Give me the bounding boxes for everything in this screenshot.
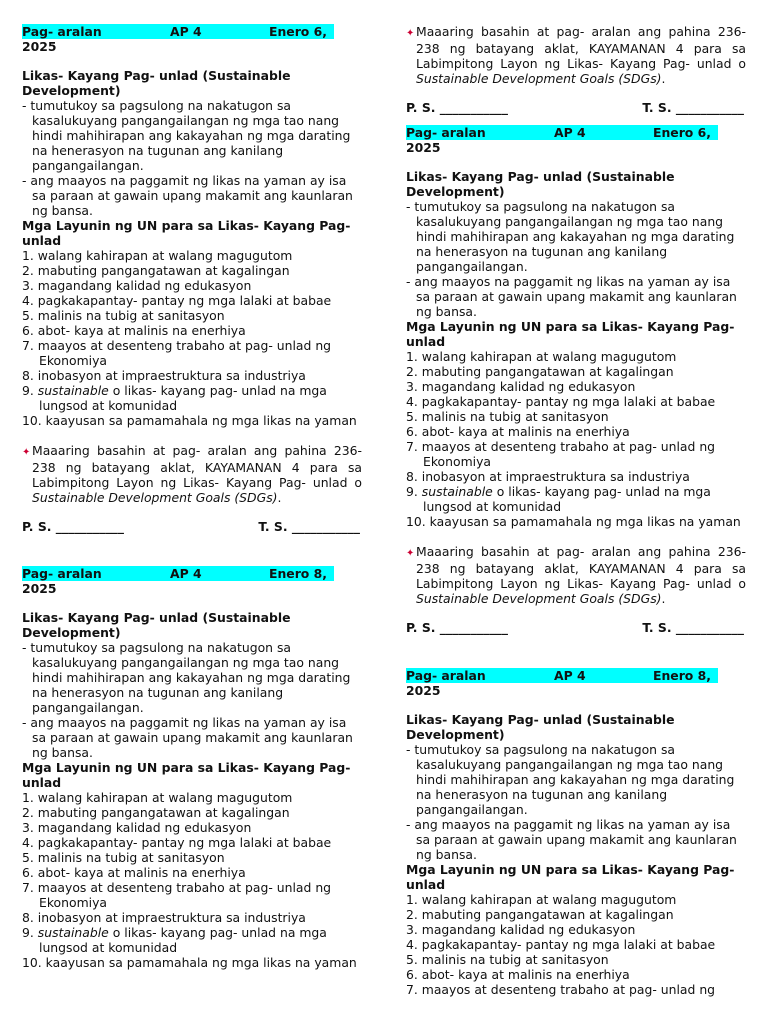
reading-note: ✦ Maaaring basahin at pag- aralan ang pahina 236-238 ng batayang aklat, KAYAMANAN 4 para sa Labimpitong Layon ng Likas- Kayang Pag- unlad o Sustainable Development Goals (SDGs).	[406, 544, 746, 606]
lesson-header	[406, 668, 746, 698]
header-date: Enero 6,	[269, 24, 327, 39]
section-title: Likas- Kayang Pag- unlad (Sustainable Development)	[406, 712, 675, 742]
definition-1: - tumutukoy sa pagsulong na nakatugon sa kasalukuyang pangangailangan ng mga tao nang hindi mahihirapan ang kakayahan ng mga darating na henerasyon na tugunan ang kanilang pangangailangan.	[406, 199, 735, 274]
goal-item: 5. malinis na tubig at sanitasyon	[22, 850, 225, 865]
header-pag-aralan: Pag- aralan	[406, 125, 486, 140]
goal-item: 7. maayos at desenteng trabaho at pag- unlad ng Ekonomiya	[22, 338, 332, 368]
ts-field: T. S. ___________	[642, 620, 744, 635]
ps-field: P. S. ___________	[406, 620, 508, 635]
signature-line	[22, 519, 360, 534]
goal-item: 1. walang kahirapan at walang magugutom	[406, 892, 677, 907]
lesson-block-right-jan8	[406, 668, 746, 997]
ps-field: P. S. ___________	[22, 519, 124, 534]
header-pag-aralan: Pag- aralan	[406, 668, 486, 683]
goal-item: 10. kaayusan sa pamamahala ng mga likas na yaman	[406, 514, 741, 529]
lesson-block-left-jan8	[22, 566, 362, 970]
goal-item: 5. malinis na tubig at sanitasyon	[22, 308, 225, 323]
definition-1: - tumutukoy sa pagsulong na nakatugon sa kasalukuyang pangangailangan ng mga tao nang hindi mahihirapan ang kakayahan ng mga darating na henerasyon na tugunan ang kanilang pangangailangan.	[22, 98, 351, 173]
header-pag-aralan: Pag- aralan	[22, 24, 102, 39]
header-subject: AP 4	[170, 24, 202, 39]
goal-item: 8. inobasyon at impraestruktura sa industriya	[22, 368, 306, 383]
goal-item: 1. walang kahirapan at walang magugutom	[22, 248, 293, 263]
header-subject: AP 4	[170, 566, 202, 581]
ts-field: T. S. ___________	[642, 100, 744, 115]
lesson-block-right-top	[406, 24, 746, 115]
goal-item-9: 9. sustainable o likas- kayang pag- unlad na mga lungsod at komunidad	[22, 925, 327, 955]
goal-item-9: 9. sustainable o likas- kayang pag- unlad na mga lungsod at komunidad	[406, 484, 711, 514]
goals-list	[406, 349, 746, 529]
goal-item: 6. abot- kaya at malinis na enerhiya	[22, 323, 246, 338]
goal-item: 6. abot- kaya at malinis na enerhiya	[406, 967, 630, 982]
goal-item: 5. malinis na tubig at sanitasyon	[406, 952, 609, 967]
goal-item: 3. magandang kalidad ng edukasyon	[406, 379, 636, 394]
header-date: Enero 8,	[653, 668, 711, 683]
goal-item: 2. mabuting pangangatawan at kagalingan	[406, 907, 674, 922]
lesson-block-left-jan6	[22, 24, 362, 534]
lesson-header	[22, 24, 362, 54]
goal-item: 4. pagkakapantay- pantay ng mga lalaki at babae	[22, 293, 332, 308]
reading-note: ✦ Maaaring basahin at pag- aralan ang pahina 236-238 ng batayang aklat, KAYAMANAN 4 para sa Labimpitong Layon ng Likas- Kayang Pag- unlad o Sustainable Development Goals (SDGs).	[22, 443, 362, 505]
goal-item: 6. abot- kaya at malinis na enerhiya	[406, 424, 630, 439]
header-pag-aralan: Pag- aralan	[22, 566, 102, 581]
goals-title: Mga Layunin ng UN para sa Likas- Kayang Pag- unlad	[406, 319, 735, 349]
goal-item: 1. walang kahirapan at walang magugutom	[406, 349, 677, 364]
signature-line	[406, 100, 744, 115]
section-title: Likas- Kayang Pag- unlad (Sustainable Development)	[22, 68, 291, 98]
goal-item: 4. pagkakapantay- pantay ng mga lalaki at babae	[406, 394, 716, 409]
definition-2: - ang maayos na paggamit ng likas na yaman ay isa sa paraan at gawain upang makamit ang kaunlaran ng bansa.	[406, 817, 737, 862]
goal-item: 5. malinis na tubig at sanitasyon	[406, 409, 609, 424]
goal-item: 3. magandang kalidad ng edukasyon	[406, 922, 636, 937]
goal-item: 4. pagkakapantay- pantay ng mga lalaki at babae	[406, 937, 716, 952]
goal-item: 10. kaayusan sa pamamahala ng mga likas na yaman	[22, 413, 357, 428]
diamond-bullet-icon: ✦	[22, 447, 31, 458]
goal-item: 7. maayos at desenteng trabaho at pag- unlad ng Ekonomiya	[406, 439, 716, 469]
section-title: Likas- Kayang Pag- unlad (Sustainable Development)	[22, 610, 291, 640]
goal-item-7-partial: 7. maayos at desenteng trabaho at pag- unlad ng	[406, 982, 716, 997]
reading-note: ✦ Maaaring basahin at pag- aralan ang pahina 236-238 ng batayang aklat, KAYAMANAN 4 para sa Labimpitong Layon ng Likas- Kayang Pag- unlad o Sustainable Development Goals (SDGs).	[406, 24, 746, 86]
diamond-bullet-icon: ✦	[406, 28, 415, 39]
lesson-header	[22, 566, 362, 596]
goals-list	[22, 248, 362, 428]
goal-item: 7. maayos at desenteng trabaho at pag- unlad ng Ekonomiya	[22, 880, 332, 910]
section-title: Likas- Kayang Pag- unlad (Sustainable Development)	[406, 169, 675, 199]
header-date: Enero 6,	[653, 125, 711, 140]
goal-item: 3. magandang kalidad ng edukasyon	[22, 820, 252, 835]
header-year: 2025	[22, 39, 57, 54]
definition-1: - tumutukoy sa pagsulong na nakatugon sa kasalukuyang pangangailangan ng mga tao nang hindi mahihirapan ang kakayahan ng mga darating na henerasyon na tugunan ang kanilang pangangailangan.	[22, 640, 351, 715]
goal-item: 2. mabuting pangangatawan at kagalingan	[406, 364, 674, 379]
goal-item: 2. mabuting pangangatawan at kagalingan	[22, 263, 290, 278]
goal-item: 8. inobasyon at impraestruktura sa industriya	[22, 910, 306, 925]
header-date: Enero 8,	[269, 566, 327, 581]
diamond-bullet-icon: ✦	[406, 548, 415, 559]
goal-item: 8. inobasyon at impraestruktura sa industriya	[406, 469, 690, 484]
header-year: 2025	[406, 140, 441, 155]
goals-list	[406, 892, 746, 982]
definition-2: - ang maayos na paggamit ng likas na yaman ay isa sa paraan at gawain upang makamit ang kaunlaran ng bansa.	[22, 173, 353, 218]
goals-title: Mga Layunin ng UN para sa Likas- Kayang Pag- unlad	[22, 218, 351, 248]
lesson-block-right-jan6	[406, 125, 746, 635]
goal-item: 4. pagkakapantay- pantay ng mga lalaki at babae	[22, 835, 332, 850]
definition-2: - ang maayos na paggamit ng likas na yaman ay isa sa paraan at gawain upang makamit ang kaunlaran ng bansa.	[22, 715, 353, 760]
header-subject: AP 4	[554, 668, 586, 683]
header-year: 2025	[406, 683, 441, 698]
goal-item: 10. kaayusan sa pamamahala ng mga likas na yaman	[22, 955, 357, 970]
header-year: 2025	[22, 581, 57, 596]
goal-item: 1. walang kahirapan at walang magugutom	[22, 790, 293, 805]
definition-1: - tumutukoy sa pagsulong na nakatugon sa kasalukuyang pangangailangan ng mga tao nang hindi mahihirapan ang kakayahan ng mga darating na henerasyon na tugunan ang kanilang pangangailangan.	[406, 742, 735, 817]
goal-item: 3. magandang kalidad ng edukasyon	[22, 278, 252, 293]
goal-item: 6. abot- kaya at malinis na enerhiya	[22, 865, 246, 880]
goals-title: Mga Layunin ng UN para sa Likas- Kayang Pag- unlad	[22, 760, 351, 790]
definition-2: - ang maayos na paggamit ng likas na yaman ay isa sa paraan at gawain upang makamit ang kaunlaran ng bansa.	[406, 274, 737, 319]
lesson-header	[406, 125, 746, 155]
goal-item: 2. mabuting pangangatawan at kagalingan	[22, 805, 290, 820]
goal-item-9: 9. sustainable o likas- kayang pag- unlad na mga lungsod at komunidad	[22, 383, 327, 413]
goals-title: Mga Layunin ng UN para sa Likas- Kayang Pag- unlad	[406, 862, 735, 892]
header-subject: AP 4	[554, 125, 586, 140]
goals-list	[22, 790, 362, 970]
ts-field: T. S. ___________	[258, 519, 360, 534]
signature-line	[406, 620, 744, 635]
ps-field: P. S. ___________	[406, 100, 508, 115]
